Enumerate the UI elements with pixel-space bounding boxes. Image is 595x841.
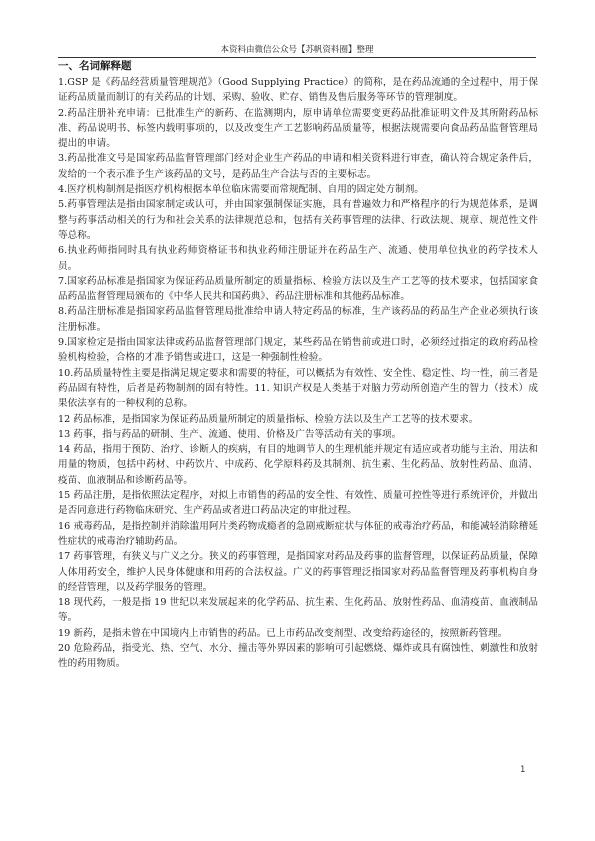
definition-5: 5.药事管理法是指由国家制定或认可，并由国家强制保证实施，具有普遍效力和严格程序的行为规范体系，是调整与药事活动相关的行为和社会关系的法律规范总和，包括有关药事管理的法律、行政法规、规章、规范性文件等总称。: [58, 199, 538, 241]
definition-1: 1.GSP 是《药品经营质量管理规范》（Good Supplying Practice）的简称，是在药品流通的全过程中，用于保证药品质量而制订的有关药品的计划、采购、验收、贮存、销售及售后服务等环节的管理制度。: [58, 77, 538, 104]
section-title: 一、名词解释题: [58, 60, 132, 72]
document-body: [58, 59, 538, 672]
definition-19: 19 新药，是指未曾在中国境内上市销售的药品。已上市药品改变剂型、改变给药途径的，按照新药管理。: [58, 627, 508, 639]
definition-16: 16 戒毒药品，是指控制并消除滥用阿片类药物成瘾者的急剧戒断症状与体征的戒毒治疗药品，和能减轻消除稽延性症状的戒毒治疗辅助药品。: [58, 520, 538, 547]
definition-18: 18 现代药，一般是指 19 世纪以来发展起来的化学药品、抗生素、生化药品、放射性药品、血清疫苗、血液制品等。: [58, 597, 538, 624]
header-rule: [58, 57, 536, 58]
definition-12: 12 药品标准，是指国家为保证药品质量所制定的质量指标、检验方法以及生产工艺等的技术要求。: [58, 413, 479, 425]
page-number: 1: [520, 765, 526, 775]
definition-10: 10.药品质量特性主要是指满足规定要求和需要的特征，可以概括为有效性、安全性、稳定性、均一性，前三者是药品固有特性，后者是药物制剂的固有特性。11. 知识产权是人类基于对脑力劳动所创造产生的智力（技术）成果依法享有的一种权利的总称。: [58, 367, 538, 410]
definition-3: 3.药品批准文号是国家药品监督管理部门经对企业生产药品的申请和相关资料进行审查，确认符合规定条件后，发给的一个表示准予生产该药品的文号，是药品生产合法与否的主要标志。: [58, 153, 538, 180]
definition-20: 20 危险药品，指受光、热、空气、水分、撞击等外界因素的影响可引起燃烧、爆炸或具有腐蚀性、刺激性和放射性的药用物质。: [58, 642, 538, 670]
definition-7: 7.国家药品标准是指国家为保证药品质量所制定的质量指标、检验方法以及生产工艺等的技术要求，包括国家食品药品监督管理局颁布的《中华人民共和国药典》、药品注册标准和其他药品标准。: [58, 275, 538, 303]
definition-9: 9.国家检定是指由国家法律或药品监督管理部门规定，某些药品在销售前或进口时，必须经过指定的政府药品检验机构检验，合格的才准予销售或进口，这是一种强制性检验。: [58, 337, 538, 364]
definition-4: 4.医疗机构制剂是指医疗机构根据本单位临床需要而常规配制、自用的固定处方制剂。: [58, 184, 425, 196]
definition-15: 15 药品注册，是指依照法定程序，对拟上市销售的药品的安全性、有效性、质量可控性等进行系统评价，并做出是否同意进行药物临床研究、生产药品或者进口药品决定的审批过程。: [58, 490, 538, 517]
definition-13: 13 药事，指与药品的研制、生产、流通、使用、价格及广告等活动有关的事项。: [58, 428, 402, 440]
page-header: 本资料由微信公众号【苏帆资料圈】整理: [220, 45, 374, 55]
definition-2: 2.药品注册补充申请：已批准生产的新药、在监测期内，原申请单位需要变更药品批准证明文件及其所附药品标准、药品说明书、标签内载明事项的，以及改变生产工艺影响药品质量等，根据法规需要向食品药品监督管理局提出的申请。: [58, 107, 538, 150]
definition-14: 14 药品，指用于预防、治疗、诊断人的疾病，有目的地调节人的生理机能并规定有适应或者功能与主治、用法和用量的物质，包括中药材、中药饮片、中成药、化学原料药及其制剂、抗生素、生化药品、放射性药品、血清、疫苗、血液制品和诊断药品等。: [58, 444, 538, 486]
definition-6: 6.执业药师指同时具有执业药师资格证书和执业药师注册证并在药品生产、流通、使用单位执业的药学技术人员。: [58, 245, 538, 272]
definition-17: 17 药事管理，有狭义与广义之分。狭义的药事管理，是指国家对药品及药事的监督管理，以保证药品质量，保障人体用药安全，维护人民身体健康和用药的合法权益。广义的药事管理泛指国家对药品监督管理及药事机构自身的经营管理，以及药学服务的管理。: [58, 551, 538, 593]
definition-8: 8.药品注册标准是指国家药品监督管理局批准给申请人特定药品的标准，生产该药品的药品生产企业必须执行该注册标准。: [58, 306, 538, 333]
